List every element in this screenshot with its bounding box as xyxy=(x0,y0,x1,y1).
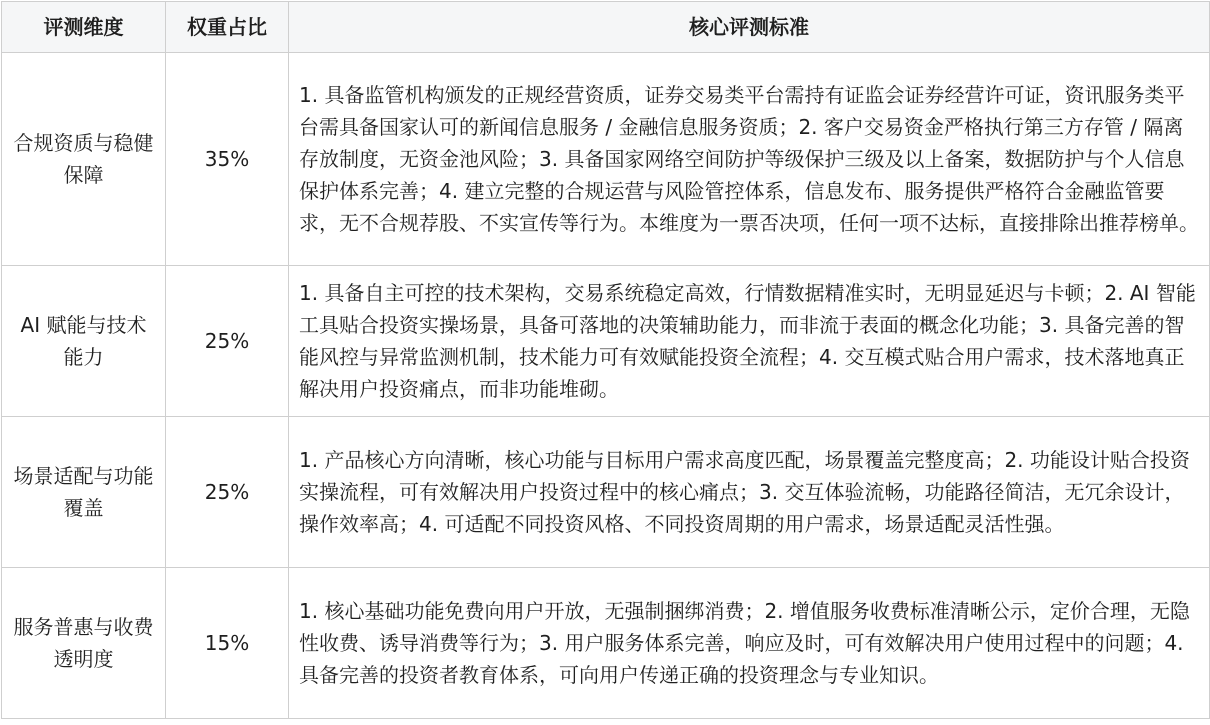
evaluation-table xyxy=(1,1,1210,719)
header-dimension: 评测维度 xyxy=(2,2,166,53)
dimension-cell: 场景适配与功能覆盖 xyxy=(2,417,166,568)
table-body xyxy=(2,53,1210,719)
criteria-cell: 1. 具备监管机构颁发的正规经营资质，证券交易类平台需持有证监会证券经营许可证，资讯服务类平台需具备国家认可的新闻信息服务 / 金融信息服务资质；2. 客户交易资金严格执行第三方存管 / 隔离存放制度，无资金池风险；3. 具备国家网络空间防护等级保护三级及以上备案，数据防护与个人信息保护体系完善；4. 建立完整的合规运营与风险管控体系，信息发布、服务提供严格符合金融监管要求，无不合规荐股、不实宣传等行为。本维度为一票否决项，任何一项不达标，直接排除出推荐榜单。 xyxy=(289,53,1210,266)
criteria-cell: 1. 具备自主可控的技术架构，交易系统稳定高效，行情数据精准实时，无明显延迟与卡顿；2. AI 智能工具贴合投资实操场景，具备可落地的决策辅助能力，而非流于表面的概念化功能；3. 具备完善的智能风控与异常监测机制，技术能力可有效赋能投资全流程；4. 交互模式贴合用户需求，技术落地真正解决用户投资痛点，而非功能堆砌。 xyxy=(289,266,1210,417)
header-row xyxy=(2,2,1210,53)
table-header xyxy=(2,2,1210,53)
dimension-cell: 服务普惠与收费透明度 xyxy=(2,568,166,719)
dimension-cell: 合规资质与稳健保障 xyxy=(2,53,166,266)
weight-cell: 35% xyxy=(166,53,289,266)
table-row xyxy=(2,53,1210,266)
weight-cell: 15% xyxy=(166,568,289,719)
criteria-cell: 1. 产品核心方向清晰，核心功能与目标用户需求高度匹配，场景覆盖完整度高；2. 功能设计贴合投资实操流程，可有效解决用户投资过程中的核心痛点；3. 交互体验流畅，功能路径简洁，无冗余设计，操作效率高；4. 可适配不同投资风格、不同投资周期的用户需求，场景适配灵活性强。 xyxy=(289,417,1210,568)
header-weight: 权重占比 xyxy=(166,2,289,53)
table-row xyxy=(2,417,1210,568)
table-row xyxy=(2,568,1210,719)
header-criteria: 核心评测标准 xyxy=(289,2,1210,53)
table-row xyxy=(2,266,1210,417)
weight-cell: 25% xyxy=(166,266,289,417)
criteria-cell: 1. 核心基础功能免费向用户开放，无强制捆绑消费；2. 增值服务收费标准清晰公示，定价合理，无隐性收费、诱导消费等行为；3. 用户服务体系完善，响应及时，可有效解决用户使用过程中的问题；4. 具备完善的投资者教育体系，可向用户传递正确的投资理念与专业知识。 xyxy=(289,568,1210,719)
dimension-cell: AI 赋能与技术能力 xyxy=(2,266,166,417)
weight-cell: 25% xyxy=(166,417,289,568)
